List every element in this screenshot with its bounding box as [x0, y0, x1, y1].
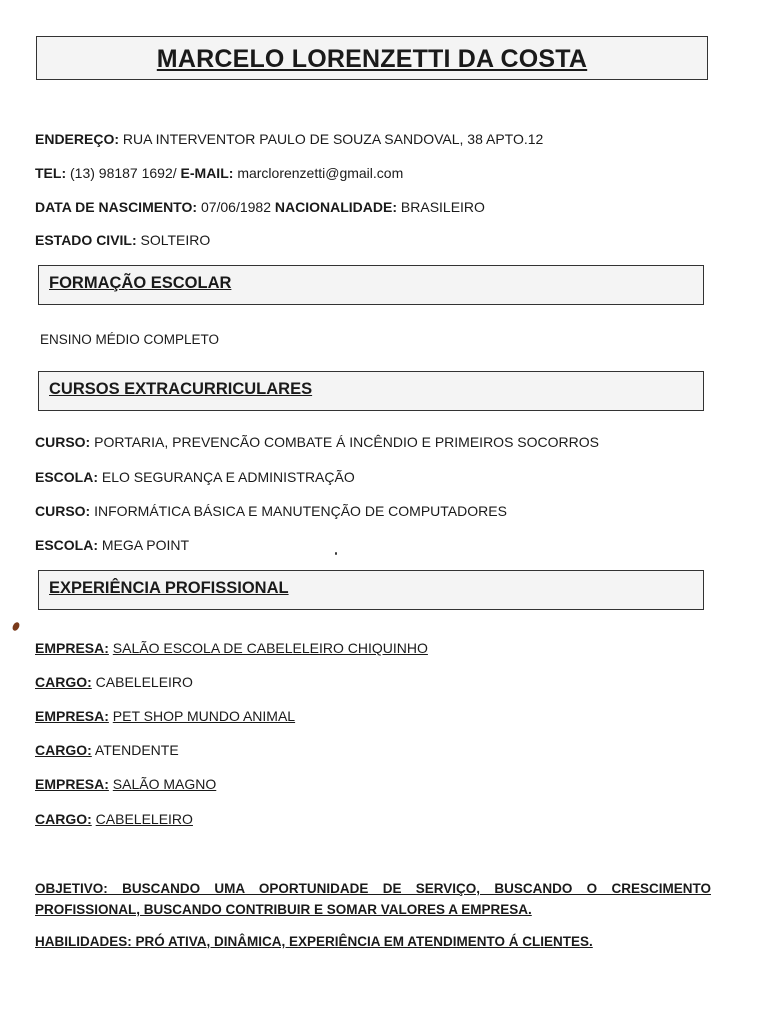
experience-item-label: CARGO: [35, 742, 92, 758]
experience-item-value: SALÃO ESCOLA DE CABELELEIRO CHIQUINHO [112, 640, 428, 656]
scan-speck [11, 621, 21, 632]
courses-heading: CURSOS EXTRACURRICULARES [49, 380, 313, 398]
candidate-name: MARCELO LORENZETTI DA COSTA [156, 45, 588, 73]
course-item-label: ESCOLA: [35, 537, 98, 553]
experience-item-value: SALÃO MAGNO [112, 776, 217, 792]
scan-speck [335, 552, 337, 555]
civil-label: ESTADO CIVIL: [35, 232, 137, 248]
course-item-value: PORTARIA, PREVENCÃO COMBATE Á INCÊNDIO E PRIMEIROS SOCORROS [94, 434, 599, 450]
objective-paragraph: OBJETIVO: BUSCANDO UMA OPORTUNIDADE DE SERVIÇO, BUSCANDO O CRESCIMENTO PROFISSIONAL, BUSCANDO CONTRIBUIR E SOMAR VALORES A EMPRESA. [35, 881, 711, 917]
skills-line: HABILIDADES: PRÓ ATIVA, DINÂMICA, EXPERIÊNCIA EM ATENDIMENTO Á CLIENTES. [35, 934, 593, 949]
civil-status-line [35, 232, 210, 248]
experience-item [35, 811, 193, 827]
courses-section-box [38, 371, 704, 411]
email-value: marclorenzetti@gmail.com [237, 165, 404, 181]
education-text: ENSINO MÉDIO COMPLETO [40, 332, 220, 347]
address-label: ENDEREÇO: [35, 131, 120, 147]
contact-line [35, 165, 403, 181]
nationality-label: NACIONALIDADE: [274, 199, 398, 215]
experience-item [35, 742, 179, 758]
experience-item-label: EMPRESA: [35, 640, 109, 656]
dob-label: DATA DE NASCIMENTO: [35, 199, 198, 215]
course-item [35, 469, 355, 485]
experience-item-label: CARGO: [35, 674, 92, 690]
course-item-value: ELO SEGURANÇA E ADMINISTRAÇÃO [101, 469, 355, 485]
tel-value: (13) 98187 1692/ [70, 165, 177, 181]
dob-value: 07/06/1982 [200, 199, 272, 215]
course-item-value: MEGA POINT [101, 537, 190, 553]
tel-label: TEL: [35, 165, 67, 181]
civil-value: SOLTEIRO [140, 232, 211, 248]
experience-item [35, 640, 428, 656]
course-item [35, 503, 507, 519]
experience-item-label: CARGO: [35, 811, 92, 827]
experience-section-box [38, 570, 704, 610]
education-heading: FORMAÇÃO ESCOLAR [49, 274, 232, 292]
education-section-box [38, 265, 704, 305]
experience-item-value: CABELELEIRO [95, 674, 193, 690]
experience-item [35, 776, 216, 792]
course-item [35, 537, 189, 553]
address-value: RUA INTERVENTOR PAULO DE SOUZA SANDOVAL, 38 APTO.12 [122, 131, 544, 147]
name-header-box [36, 36, 708, 80]
experience-item-value: ATENDENTE [94, 742, 179, 758]
birth-nationality-line [35, 199, 485, 215]
experience-item-label: EMPRESA: [35, 708, 109, 724]
course-item-label: ESCOLA: [35, 469, 98, 485]
experience-item-value: PET SHOP MUNDO ANIMAL [112, 708, 296, 724]
email-label: E-MAIL: [180, 165, 234, 181]
experience-heading: EXPERIÊNCIA PROFISSIONAL [49, 579, 289, 597]
course-item-label: CURSO: [35, 503, 91, 519]
nationality-value: BRASILEIRO [400, 199, 485, 215]
course-item [35, 434, 599, 450]
experience-item-value: CABELELEIRO [95, 811, 193, 827]
experience-item-label: EMPRESA: [35, 776, 109, 792]
address-line [35, 131, 543, 147]
course-item-value: INFORMÁTICA BÁSICA E MANUTENÇÃO DE COMPUTADORES [94, 503, 507, 519]
experience-item [35, 708, 295, 724]
experience-item [35, 674, 193, 690]
course-item-label: CURSO: [35, 434, 91, 450]
